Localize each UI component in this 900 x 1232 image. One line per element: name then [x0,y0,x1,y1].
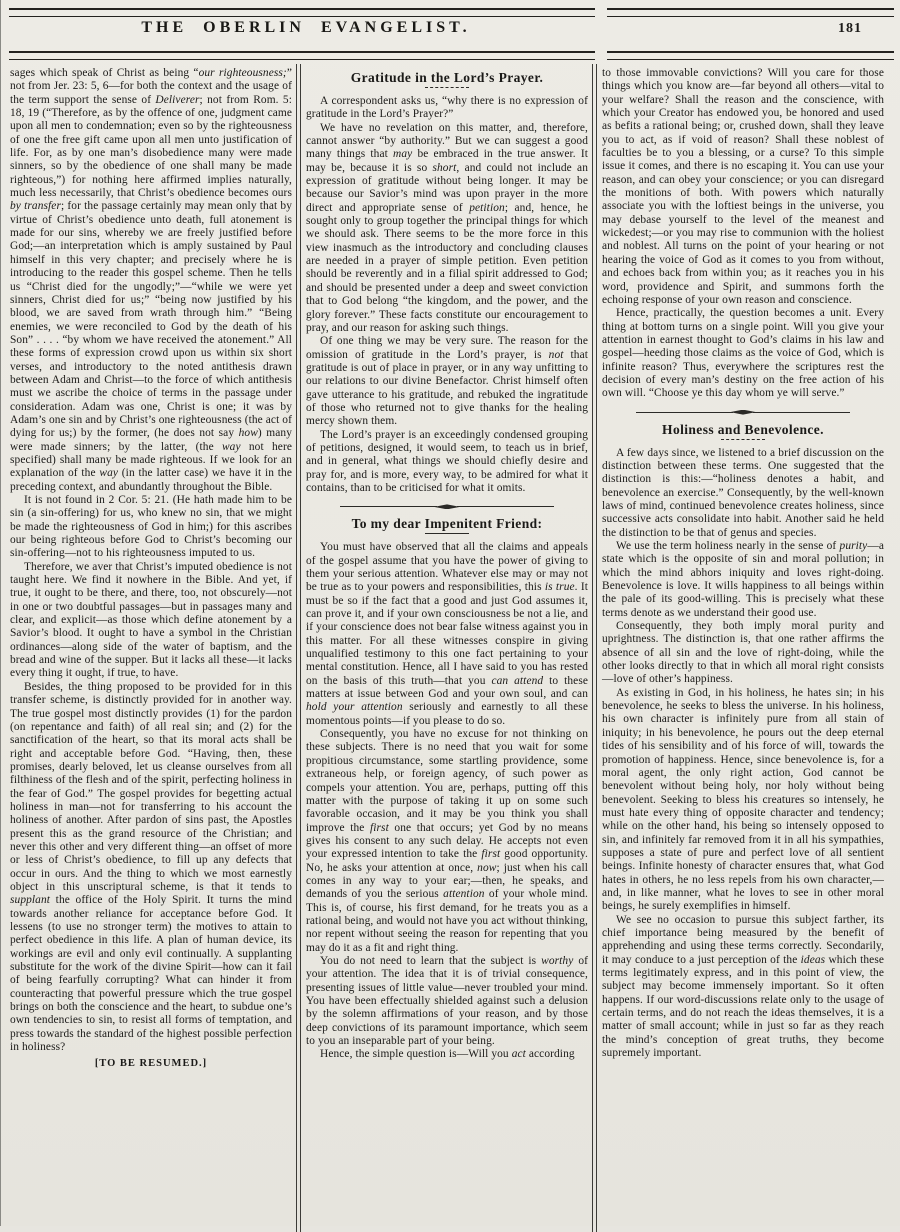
header-bottom-rule-left [9,51,595,60]
header-top-rule [9,8,894,17]
article-gratitude-body [306,95,588,495]
paragraph: A correspondent asks us, “why there is no expression of gratitude in the Lord’s Prayer?” [306,95,588,121]
divider-line-right [753,412,850,413]
to-be-resumed-note: [TO BE RESUMED.] [94,1058,208,1070]
divider-line-left [636,412,733,413]
paragraph: Therefore, we aver that Christ’s imputed obedience is not taught here. We find it nowhere in the Bible. And yet, if true, it ought to be there, and there, too, not obscurely—not in one or two doubtful passages—but in passages many and clear, and explicit—as those which define atonement by a Savior’s blood. It ought to have a symbol in the Christian ordinances—along side of the water of baptism, and the bread and wine of the supper. But it lacks all these—it lacks every thing it ought, if true, to have. [10,560,292,680]
article-impenitent-friend-body [306,541,588,1061]
masthead-page-number-area [605,19,896,37]
paragraph: We have no revelation on this matter, and, therefore, cannot answer “by authority.” But we can suggest a good many things that may be embraced in the true answer. It may be, because it is so short, and could not include an expression of gratitude without being longer. It may be because our Savior’s mind was upon prayer in the more direct and appropriate sense of petition; and, hence, he sought only to group together the principal things for which we should ask. There seems to be the more force in this view inasmuch as the introductory and concluding clauses are needed in a prayer of simple petition. Even petition should be reverently and in a filial spirit addressed to God; and should be presented under a deep and sweet conviction that to God belong “the kingdom, and the power, and the glory forever.” These facts constitute our encouragement to pray, and our reason for asking such things. [306,121,589,334]
paragraph: You must have observed that all the claims and appeals of the gospel assume that you have the power of giving to them your serious attention. Whatever else may or may not be true as to your powers and responsibilities, this is true. It must be so if the fact that a good and just God assumes it, can prove it, and if your own consciousness be not a lie, and if your conscience does not bear false witness against you in this matter. For all these witnesses conspire in giving unqualified testimony to this one fact pertaining to your mental constitution. Hence, all I have said to you has rested on the basis of this truth—that you can attend to these matters at issue between God and your own soul, and can hold your attention seriously and earnestly to all these momentous points—if you please to do so. [306,541,589,727]
header-bottom-rule-right [607,51,894,60]
article-holiness-benevolence-body [602,447,884,1061]
column-2 [303,64,590,1232]
paragraph: Besides, the thing proposed to be provided for in this transfer scheme, is distinctly provided for in another way. The true gospel most distinctly provides (1) for the pardon (on repentance and faith) of all real sin; and (2) for the sanctification of the heart, so that its moral acts shall be right and acceptable before God. “Having, then, these promises, dearly beloved, let us cleanse ourselves from all filthiness of the flesh and of the spirit, perfecting holiness in the fear of God.” The gospel provides for begetting actual holiness in man—not for transferring to his account the holiness of another. After pardon of sins past, the Apostles present this as the grand resource of the Christian; and never this other and very different thing—an offset of more or less of Christ’s obedience, to fill up any defects that occur in ours. And the thing to which we most earnestly object in this unscriptural scheme, is that it tends to supplant the office of the Holy Spirit. It turns the mind towards another reliance for acceptance before God. It lessens (to use no stronger term) the motives to attain to perfect obedience in this life. A plan of human device, its workings are evil and only evil continually. A supplanting substitute for the work of the divine Spirit—how can it fail of being fearfully corrupting? What can hinder it from counteracting that powerful pressure which the true gospel brings on both the conscience and the heart, to subdue one’s own tendencies to sin, to resist all forms of temptation, and press towards the standard of the highest possible perfection in holiness? [10,680,292,1054]
title-underline [721,439,765,440]
divider-diamond-icon [730,410,756,415]
divider-diamond-icon [434,504,460,509]
paragraph: You do not need to learn that the subject is worthy of your attention. The idea that it is of trivial consequence, presenting issues of little value—never troubled your mind. You have been effectually shielded against such a delusion by the solemn affirmations of your reason, and by those deep convictions of its paramount importance, which seem to you an inseparable part of your being. [306,954,589,1048]
header-bottom-rule [9,51,894,60]
divider-line-left [340,506,437,507]
paragraph: A few days since, we listened to a brief discussion on the distinction between these terms. One suggested that the distinction is this:—“holiness denotes a habit, and benevolence an exercise.” Consequently, by the well-known laws of mind, continued benevolence creates holiness, since successive acts consolidate into habit. Another said he held the distinction to be that of genus and species. [602,446,884,539]
paragraph: Hence, the simple question is—Will you act according [320,1048,575,1061]
article-title-impenitent-friend: To my dear Impenitent Friend: [351,516,543,532]
column-divider-rule-1 [296,64,301,1232]
page-number: 181 [838,21,862,36]
article-continuation-imputed-righteousness [10,67,292,1054]
article-impenitent-friend-continuation [602,67,884,401]
publication-title: THE OBERLIN EVANGELIST. [141,19,471,36]
paragraph: It is not found in 2 Cor. 5: 21. (He hath made him to be sin (a sin-offering) for us, who knew no sin, that we might be made the righteousness of God in him;) for this ascribes our being righteous before God to Christ’s becoming our sin-offering—not to his righteousness imputed to us. [10,494,292,560]
section-divider-ornament [636,410,850,415]
column-layout [7,64,896,1232]
title-underline [425,533,469,534]
article-title-holiness-benevolence: Holiness and Benevolence. [662,421,824,437]
paragraph: Of one thing we may be very sure. The reason for the omission of gratitude in the Lord’s prayer, is not that gratitude is out of place in prayer, or in any way unfitting to our relations to our divine Benefactor. Christ himself often gave utterance to his gratitude, and rebuked the ingratitude of those who returned not to give thanks for the healing mercy shown them. [306,335,589,428]
paragraph: sages which speak of Christ as being “our righteousness;” not from Jer. 23: 5, 6—for both the context and the usage of the term support the sense of Deliverer; not from Rom. 5: 18, 19 (“Therefore, as by the offence of one, judgment came upon all men to condemnation; even so by the righteousness of one the free gift came upon all men unto justification of life. For, as by one man’s disobedience many were made sinners, so by the obedience of one shall many be made righteous,”) for nothing here affirmed implies naturally, much less necessarily, that Christ’s obedience becomes ours by transfer; for the passage certainly may mean only that by virtue of Christ’s obedience unto death, full atonement is made for our sins, whereby we are freely justified before God;—an interpretation which is amply sustained by Paul himself in this very chapter; and precisely where he is introducing to the reader this gospel scheme. Then he tells us “Christ died for the ungodly;”—“while we were yet sinners, Christ died for us;” “being now justified by his blood, we are saved from wrath through him.” “Being enemies, we were reconciled to God by the death of his Son” . . . . “by whom we have received the atonement.” All these forms of expression crowd upon us within six short verses, and introductory to the noted antithesis drawn between Adam and Christ—to the force of which antithesis must we ascribe the choice of terms in the passage under consideration. Adam was one, Christ is one; it was by Adam’s one sin and by Christ’s one righteousness (the act of dying for us;) by the former, (he does not say how) many were made sinners; by the latter, (the way not here specified) shall many be made righteous. If we look for an explanation of the way (in the latter case) we have it in the preceding context, and abundantly throughout the Bible. [10,67,292,493]
article-title-gratitude: Gratitude in the Lord’s Prayer. [350,70,544,85]
title-underline [425,87,469,88]
column-divider-rule-2 [592,64,597,1232]
paragraph: The Lord’s prayer is an exceedingly condensed grouping of petitions, designed, it would seem, to teach us in brief, and in general, what things we should chiefly desire and pray for, and is more, every way, to be admired for what it contains, than to be criticised for what it omits. [306,428,588,494]
divider-line-right [457,506,554,507]
paragraph: to those immovable convictions? Will you care for those things which you know are—far beyond all others—vital to your welfare? Shall the reason and the conscience, with which your Creator has endowed you, be honored and used as befits a rational being; or, crushed down, shall they leave you to act, as if void of reason? Shall these noblest of faculties be to you a blessing, or a curse? To this simple issue it comes, and there is no escaping it. You can use your reason, and can obey your conscience; or you can disregard the monitions of both. With powers which naturally associate you with the loftiest beings in the universe, you may debase yourself to the level of the meanest and wickedest;—or you may rise to communion with the holiest and noblest. All turns on the point of your hearing or not hearing the voice of God as it comes to you from without, and echoes back from within you; as it reaches you in his word, providence and Spirit, and summons forth the echoing response of your own reason and conscience. [602,67,884,306]
column-3 [599,64,886,1232]
paragraph: We see no occasion to pursue this subject farther, its chief importance being measured by the benefit of apprehending and using these terms correctly. Secondarily, it may conduce to a just perception of the ideas which these terms legitimately express, and in this point of view, the subject may become immensely important. So it often happens. If our word-discussions relate only to the usage of certain terms, and do not reach the ideas themselves, it is a matter of small account; while in just so far as they reach the mind’s conception of great truths, they become supremely important. [602,913,885,1060]
paragraph: We use the term holiness nearly in the sense of purity—a state which is the opposite of sin and moral pollution; in which the mind abhors iniquity and loves right-doing. Benevolence is love. It wills happiness to all beings within the pale of its good-willing. This is precisely what these terms denote as we understand their good use. [602,540,884,619]
paragraph: Hence, practically, the question becomes a unit. Every thing at bottom turns on a single point. Will you give your attention in earnest thought to God’s claims in his law and gospel—heeding those claims as the voice of God, which is infinite reason? Thus, everywhere the scriptures rest the decision of every man’s destiny on the free action of his own will. “Choose ye this day whom ye will serve.” [602,307,884,400]
paragraph: As existing in God, in his holiness, he hates sin; in his benevolence, he seeks to bless the universe. In his holiness, his own character is infinitely pure from all stain of iniquity; in his benevolence, he pours out the deep eternal tides of his sensibility and of his force of will, towards the promotion of happiness. Hence, since benevolence is, for a moral agent, the only right action, God cannot be benevolent without being holy, nor holy without being benevolent. Seeking to bless his creatures so intensely, he must hate every thing of opposite character and tendency; while on the other hand, his being so intensely opposed to sin, and infinitely far removed from it in all his sympathies, supposes a state of pure and perfect love of all sentient beings. Infinite honesty of character ensures that, what God hates in others, he no less repels from his own character,—and, in like manner, what he loves to see in other moral beings, he surely exemplifies in himself. [602,686,884,913]
masthead-title-area [7,19,605,37]
paragraph: Consequently, they both imply moral purity and uprightness. The distinction is, that one rather affirms the absence of all sin and the love of right-doing, while the other looks directly to that in which all moral right consists—love of other’s happiness. [602,620,884,686]
column-1 [7,64,294,1232]
paragraph: Consequently, you have no excuse for not thinking on these subjects. There is no need that you wait for some propitious circumstance, some startling providence, some extraneous help, or foreign agency, of such power as compels your attention. You are, perhaps, putting off this matter with the purpose of taking it up on some such favorable occasion, and it may be you think you shall improve the first one that occurs; yet God by no means gives his consent to any such delay. He accepts not even your expressed intention to take the first good opportunity. No, he asks your attention at once, now; just when his call comes in any way to your ear;—then, he speaks, and demands of you the serious attention of your whole mind. This is, of course, his first demand, for he treats you as a rational being, and would not have you act without thinking, nor repent without seeing the reason for repenting that you may do it as a fit and right thing. [306,728,588,954]
header-top-rule-left [9,8,595,17]
section-divider-ornament [340,504,554,509]
header-top-rule-right [607,8,894,17]
masthead [7,19,896,49]
